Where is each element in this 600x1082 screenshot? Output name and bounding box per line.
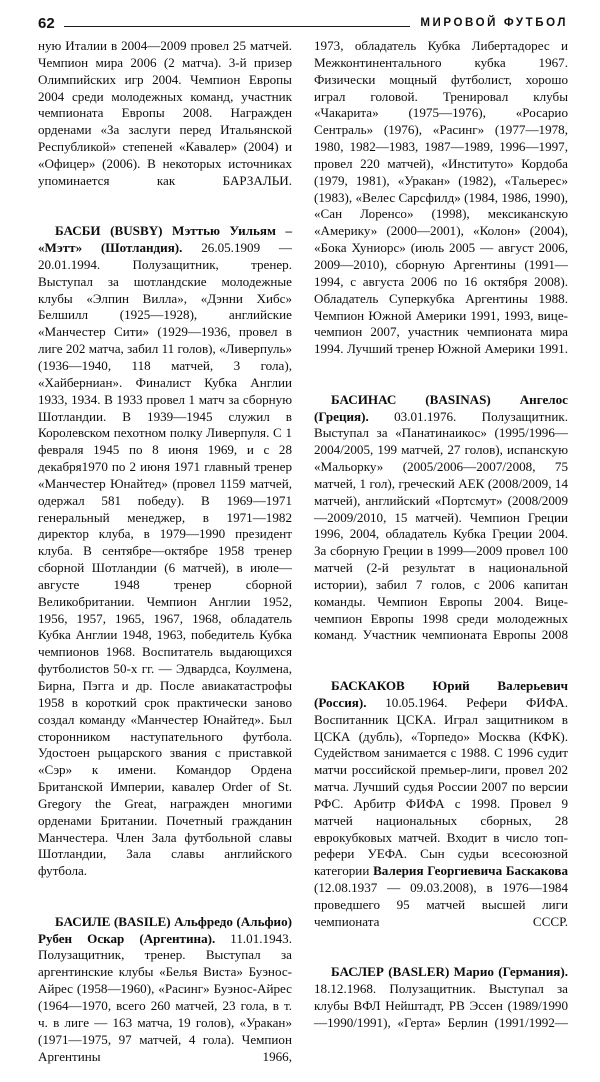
entry-headword: БАСКАКОВ Юрий Валерьевич (Россия).: [314, 677, 568, 710]
paragraph-barzagli-continued: [38, 38, 292, 206]
entry-body-after: (12.08.1937 — 09.03.2008), в 1976—1984 проведшего 95 матчей высшей лиги чемпионата СССР.: [314, 880, 568, 929]
running-title: МИРОВОЙ ФУТБОЛ: [420, 17, 568, 29]
entry-body: 26.05.1909 — 20.01.1994. Полузащитник, тренер. Выступал за шотландские молодежные клубы «Элпин Вилла», «Дэнни Хибс» Белшилл (1925—1928), английские «Манчестер Сити» (1929—1936, провел в лиге 202 матча, забил 11 голов), «Ливерпуль» (1936—1940, 118 матчей, 3 гола), «Хайберниан». Финалист Кубка Англии 1933, 1934. В 1933 провел 1 матч за сборную Шотландии. В 1939—1945 служил в Королевском пехотном полку Ливерпуля. С 1 февраля 1945 по 8 июня 1969, и с 28 декабря1970 по 2 июня 1971 главный тренер «Манчестер Юнайтед» (провел 1159 матчей, одержал 581 победу). В 1969—1971 генеральный менеджер, в 1971—1982 директор клуба, в 1979—1990 президент клуба. В сентябре—октябре 1958 тренер сборной Шотландии (6 матчей), в июле—августе 1948 тренер сборной Великобритании. Чемпион Англии 1952, 1956, 1957, 1965, 1967, 1968, обладатель Кубка Англии 1948, 1963, победитель Кубка чемпионов 1968. Воспитатель выдающихся футболистов 50-х гг. — Эдвардса, Коулмена, Бирна, Пэгга и др. После авиакатастрофы 1958 в короткий срок практически заново создал команду «Манчестер Юнайтед». Был сторонником наступательного футбола. Удостоен рыцарского звания с приставкой «Сэр» к имени. Командор Ордена Британской Империи, кавалер Order of St. Gregory the Great, награжден многими орденами Британии. Почетный гражданин Манчестера. Член Зала футбольной славы Шотландии, Зала славы английского футбола.: [38, 240, 293, 879]
entry-body: 18.12.1968. Полузащитник. Выступал за клубы ВФЛ Нейштадт, РВ Эссен (1989/1990—1990/1991), «Герта» Берлин (1991/1992—: [314, 981, 568, 1030]
paragraph-basile-continued: [314, 38, 568, 375]
entry-inline-bold-name: Валерия Георгиевича Баскакова: [373, 863, 568, 879]
entry-body: 11.01.1943. Полузащитник, тренер. Выступал за аргентинские клубы «Белья Виста» Буэнос-Айрес (1958—1960), «Расинг» Буэнос-Айрес (1964—1970, всего 260 матчей, 23 гола, в т. ч. в лиге — 163 матча, 19 голов), «Уракан» (1971—1975, 97 матчей, 4 гола). Чемпион Аргентины 1966,: [38, 930, 293, 1064]
entry-headword: БАСБИ (BUSBY) Мэттью Уильям – «Мэтт» (Шотландия).: [38, 223, 292, 256]
paragraph-text: 1973, обладатель Кубка Либертадорес и Межконтинентального кубка 1967. Физически мощный футболист, хорошо играл головой. Тренировал клубы «Чакарита» (1975—1976), «Росарио Сентраль» (1976), «Расинг» (1977—1978, 1980, 1982—1983, 1987—1989, 1996—1997, провел 220 матчей), «Институто» Кордоба (1979, 1981), «Уракан» (1982), «Тальерес» (1983), «Велес Сарсфилд» (1984, 1986, 1990), «Сан Лоренсо» (1998), мексиканскую «Америку» (2000—2001), «Колон» (2004), «Бока Хуниорс» (июль 2005 — август 2006, 2009—2010), сборную Аргентины (1991—1994, с августа 2006 по 16 октября 2008). Обладатель Суперкубка Аргентины 1988. Чемпион Южной Америки 1991, 1993, вице-чемпион 2007, участник чемпионата мира 1994. Лучший тренер Южной Америки 1991.: [314, 38, 568, 357]
header-rule: [64, 26, 411, 27]
entry-basler: [314, 964, 568, 1048]
right-column: [314, 38, 568, 1030]
left-column: [38, 38, 293, 1064]
running-head: [38, 12, 568, 34]
body-columns: [38, 38, 568, 1064]
paragraph-text: ную Италии в 2004—2009 провел 25 матчей. Чемпион мира 2006 (2 матча). 3-й призер Олимпийских игр 2004. Чемпион Европы 2004 среди молодежных команд, участник чемпионата Европы 2008. Награжден орденами «За заслуги перед Итальянской Республикой» степеней «Кавалер» (2004) и «Офицер» (2006). В некоторых источниках упоминается как БАРЗАЛЬИ.: [38, 38, 292, 188]
page-number: 62: [38, 14, 55, 32]
entry-headword: БАСИЛЕ (BASILE) Альфредо (Альфио) Рубен Оскар (Аргентина).: [38, 913, 292, 946]
entry-body: 03.01.1976. Полузащитник. Выступал за «Панатинаикос» (1995/1996—2004/2005, 199 матчей, 27 голов), испанскую «Мальорку» (2005/2006—2007/2008, 75 матчей, 1 гол), греческий АЕК (2008/2009, 14 матчей), английский «Портсмут» (2008/2009—2009/2010, 15 матчей). Чемпион Греции 1996, 2004, обладатель Кубка Греции 2004. За сборную Греции в 1999—2009 провел 100 матчей (2-й результат в национальной истории), забил 7 голов, с 2006 капитан команды. Чемпион Европы 2004. Вице-чемпион Европы 1998 среди молодежных команд. Участник чемпионата Европы 2008: [314, 408, 568, 643]
entry-headword: БАСЛЕР (BASLER) Марио (Германия).: [331, 964, 568, 980]
entry-body: 10.05.1964. Рефери ФИФА. Воспитанник ЦСКА. Играл защитником в ЦСКА (дубль), «Торпедо» Москва (КФК). Судейством занимается с 1988. С 1996 судит матчи российской премьер-лиги, провел 202 матча. Лучший судья России 2007 по версии РФС. Арбитр ФИФА с 1998. Провел 9 матчей национальных сборных, 28 еврокубковых матчей. Входит в число топ-рефери УЕФА. Сын судьи всесоюзной категории: [314, 694, 568, 879]
entry-basile: [38, 914, 292, 1082]
entry-baskakov: [314, 678, 568, 948]
entry-basinas: [314, 392, 568, 662]
entry-headword: БАСИНАС (BASINAS) Ангелос (Греция).: [314, 391, 568, 424]
entry-busby: [38, 223, 292, 897]
